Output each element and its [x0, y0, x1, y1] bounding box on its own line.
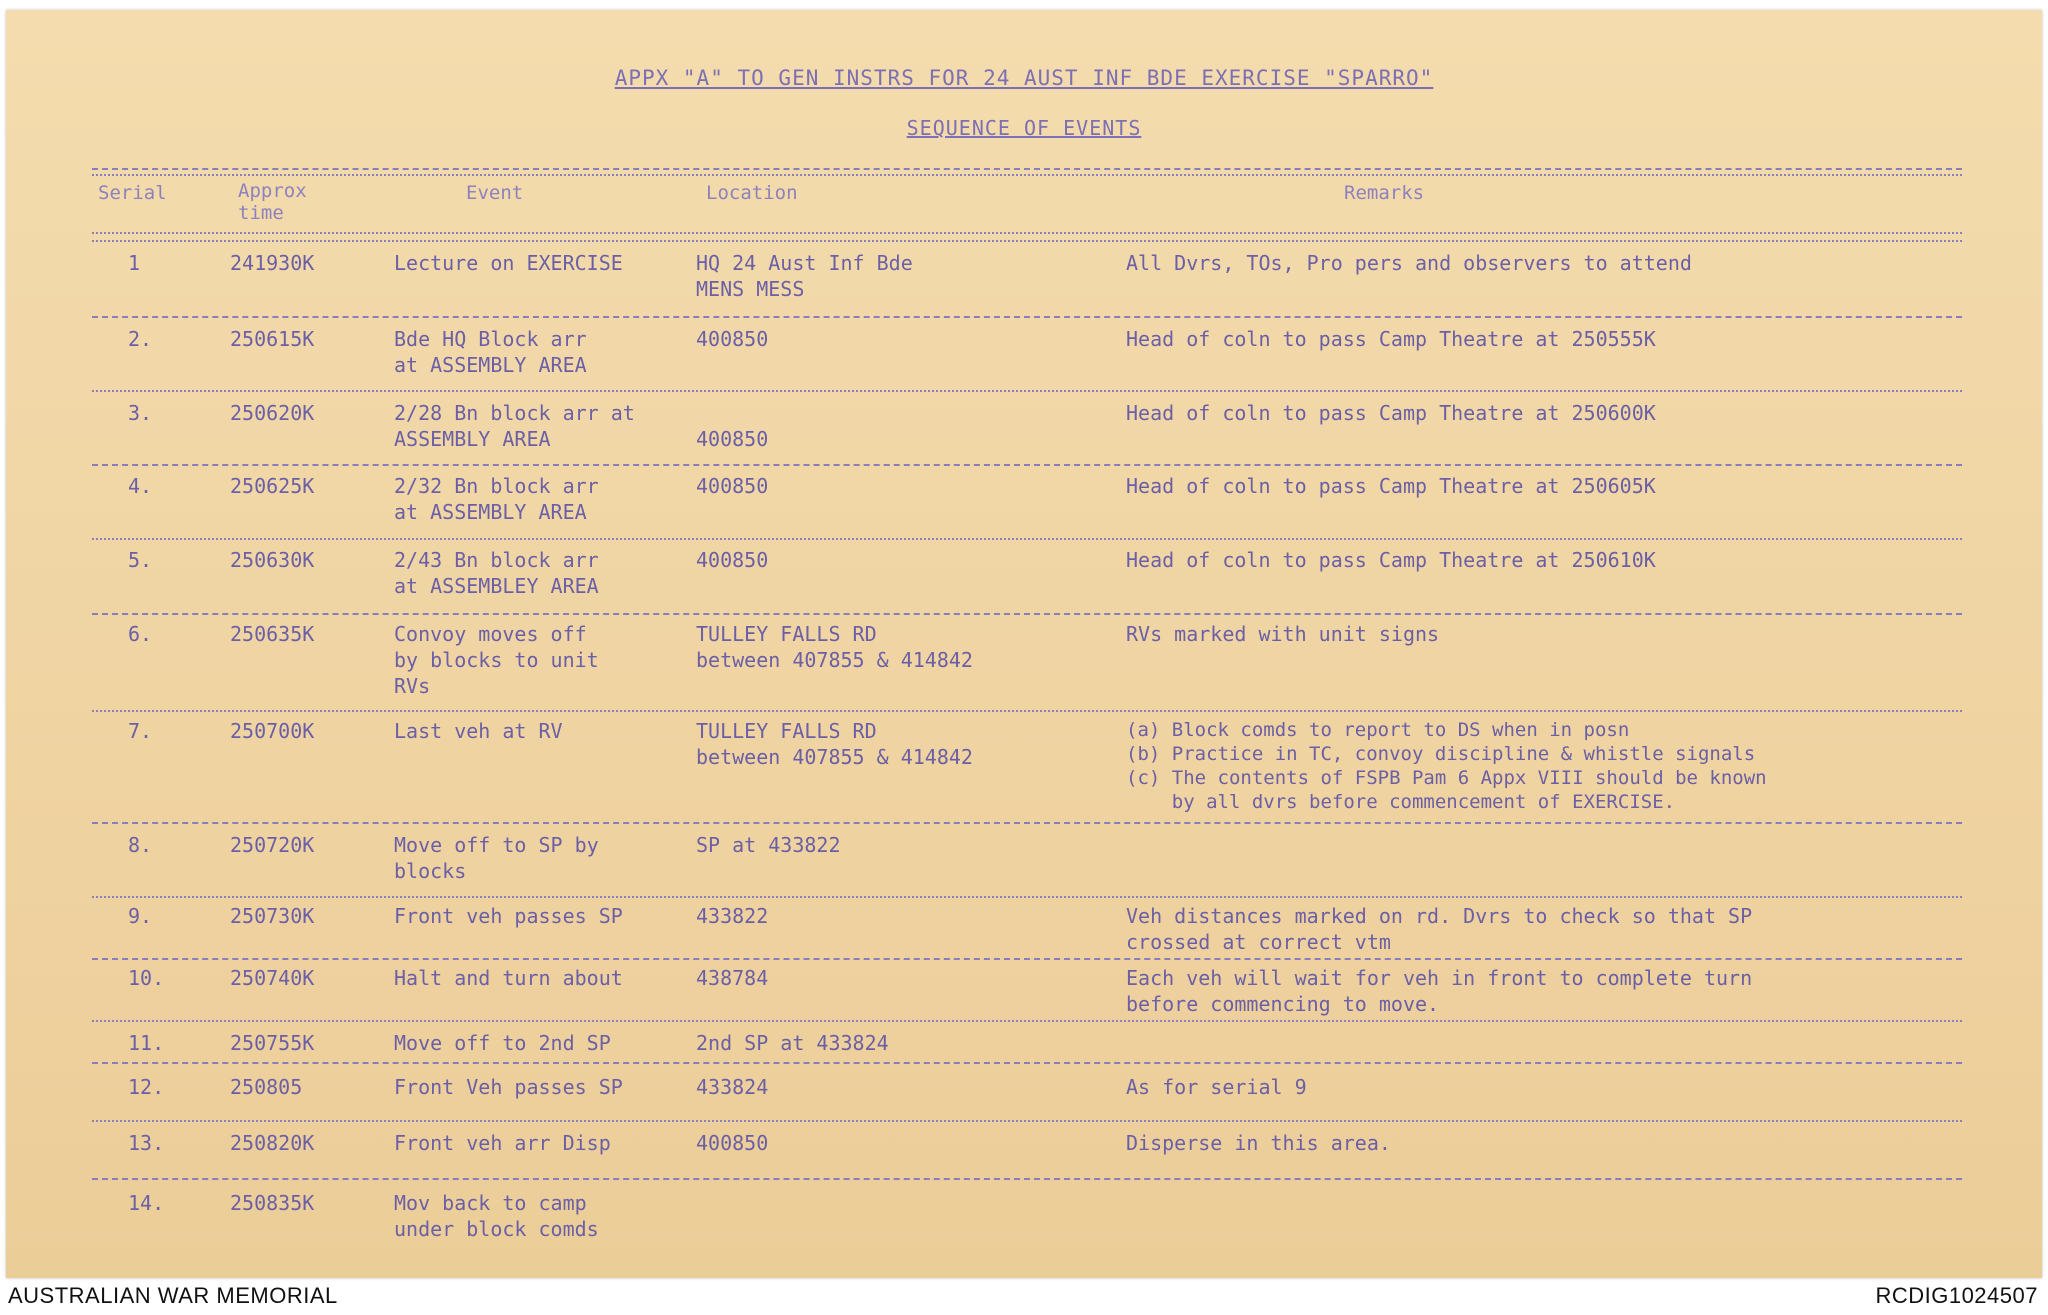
cell-location: 400850 [696, 427, 769, 451]
cell-remarks: As for serial 9 [1126, 1075, 1307, 1099]
cell-serial: 14. [128, 1191, 165, 1215]
cell-location: 400850 [696, 1131, 769, 1155]
row-divider [92, 1062, 1962, 1064]
cell-time: 250820K [230, 1131, 315, 1155]
row-divider [92, 822, 1962, 824]
cell-location: 2nd SP at 433824 [696, 1031, 889, 1055]
row-divider [92, 1120, 1962, 1122]
row-divider [92, 1020, 1962, 1022]
cell-time: 250740K [230, 966, 315, 990]
row-divider [92, 390, 1962, 392]
cell-remarks: Head of coln to pass Camp Theatre at 250605K [1126, 474, 1656, 498]
cell-time: 250625K [230, 474, 315, 498]
document-page [6, 10, 2042, 1308]
document-subtitle: SEQUENCE OF EVENTS [906, 116, 1142, 140]
cell-event: Front veh passes SP [394, 904, 623, 928]
cell-location: 400850 [696, 327, 769, 351]
cell-remarks: Veh distances marked on rd. Dvrs to check so that SP crossed at correct vtm [1126, 904, 1753, 954]
cell-serial: 4. [128, 474, 153, 498]
cell-time: 250630K [230, 548, 315, 572]
cell-event: Halt and turn about [394, 966, 623, 990]
cell-event: Front Veh passes SP [394, 1075, 623, 1099]
cell-remarks: Head of coln to pass Camp Theatre at 250600K [1126, 401, 1656, 425]
header-remarks: Remarks [1344, 182, 1425, 204]
row-divider [92, 464, 1962, 466]
cell-event: Mov back to camp under block comds [394, 1191, 599, 1241]
header-serial: Serial [98, 182, 167, 204]
cell-time: 250835K [230, 1191, 315, 1215]
cell-location: TULLEY FALLS RD between 407855 & 414842 [696, 622, 973, 672]
row-divider [92, 538, 1962, 540]
row-divider [92, 613, 1962, 615]
cell-event: 2/43 Bn block arr at ASSEMBLEY AREA [394, 548, 599, 598]
cell-event: 2/32 Bn block arr at ASSEMBLY AREA [394, 474, 599, 524]
cell-remarks: All Dvrs, TOs, Pro pers and observers to attend [1126, 251, 1692, 275]
cell-location: 433824 [696, 1075, 769, 1099]
cell-location: 433822 [696, 904, 769, 928]
row-divider [92, 710, 1962, 712]
cell-remarks: Head of coln to pass Camp Theatre at 250610K [1126, 548, 1656, 572]
cell-time: 250755K [230, 1031, 315, 1055]
cell-serial: 1 [128, 251, 141, 275]
cell-remarks: Each veh will wait for veh in front to complete turn before commencing to move. [1126, 966, 1753, 1016]
cell-time: 250730K [230, 904, 315, 928]
header-bottom-rule-2 [92, 240, 1962, 242]
cell-location: 438784 [696, 966, 769, 990]
footer-source: AUSTRALIAN WAR MEMORIAL [8, 1283, 338, 1308]
cell-serial: 6. [128, 622, 153, 646]
cell-location: SP at 433822 [696, 833, 841, 857]
cell-serial: 3. [128, 401, 153, 425]
cell-event: Convoy moves off by blocks to unit RVs [394, 622, 599, 698]
header-event: Event [466, 182, 524, 204]
cell-event: Move off to 2nd SP [394, 1031, 611, 1055]
header-approx-time: Approx time [238, 180, 307, 224]
header-top-rule [92, 168, 1962, 170]
cell-time: 241930K [230, 251, 315, 275]
cell-serial: 8. [128, 833, 153, 857]
cell-event: 2/28 Bn block arr at ASSEMBLY AREA [394, 401, 635, 451]
cell-time: 250805 [230, 1075, 303, 1099]
cell-serial: 12. [128, 1075, 165, 1099]
cell-serial: 13. [128, 1131, 165, 1155]
header-bottom-rule [92, 232, 1962, 234]
cell-event: Move off to SP by blocks [394, 833, 599, 883]
cell-event: Lecture on EXERCISE [394, 251, 623, 275]
row-divider [92, 1178, 1962, 1180]
header-top-rule-2 [92, 174, 1962, 176]
cell-serial: 11. [128, 1031, 165, 1055]
cell-serial: 10. [128, 966, 165, 990]
cell-time: 250720K [230, 833, 315, 857]
cell-time: 250620K [230, 401, 315, 425]
cell-event: Bde HQ Block arr at ASSEMBLY AREA [394, 327, 587, 377]
cell-event: Front veh arr Disp [394, 1131, 611, 1155]
cell-time: 250615K [230, 327, 315, 351]
cell-remarks: Disperse in this area. [1126, 1131, 1391, 1155]
row-divider [92, 316, 1962, 318]
document-title: APPX "A" TO GEN INSTRS FOR 24 AUST INF BDE EXERCISE "SPARRO" [614, 66, 1434, 90]
row-divider [92, 896, 1962, 898]
cell-serial: 5. [128, 548, 153, 572]
cell-remarks: Head of coln to pass Camp Theatre at 250555K [1126, 327, 1656, 351]
cell-serial: 7. [128, 719, 153, 743]
cell-event: Last veh at RV [394, 719, 563, 743]
cell-serial: 2. [128, 327, 153, 351]
cell-time: 250700K [230, 719, 315, 743]
header-location: Location [706, 182, 798, 204]
footer-reference: RCDIG1024507 [1875, 1283, 2038, 1308]
cell-location: TULLEY FALLS RD between 407855 & 414842 [696, 719, 973, 769]
cell-remarks: RVs marked with unit signs [1126, 622, 1440, 646]
cell-serial: 9. [128, 904, 153, 928]
cell-remarks: (a) Block comds to report to DS when in posn (b) Practice in TC, convoy discipline & whistle signals (c) The contents of FSPB Pam 6 Appx VIII should be known by all dvrs before commencement of EXERCISE. [1126, 719, 1767, 813]
cell-location: 400850 [696, 474, 769, 498]
cell-location: HQ 24 Aust Inf Bde MENS MESS [696, 251, 913, 301]
row-divider [92, 958, 1962, 960]
cell-time: 250635K [230, 622, 315, 646]
cell-location: 400850 [696, 548, 769, 572]
